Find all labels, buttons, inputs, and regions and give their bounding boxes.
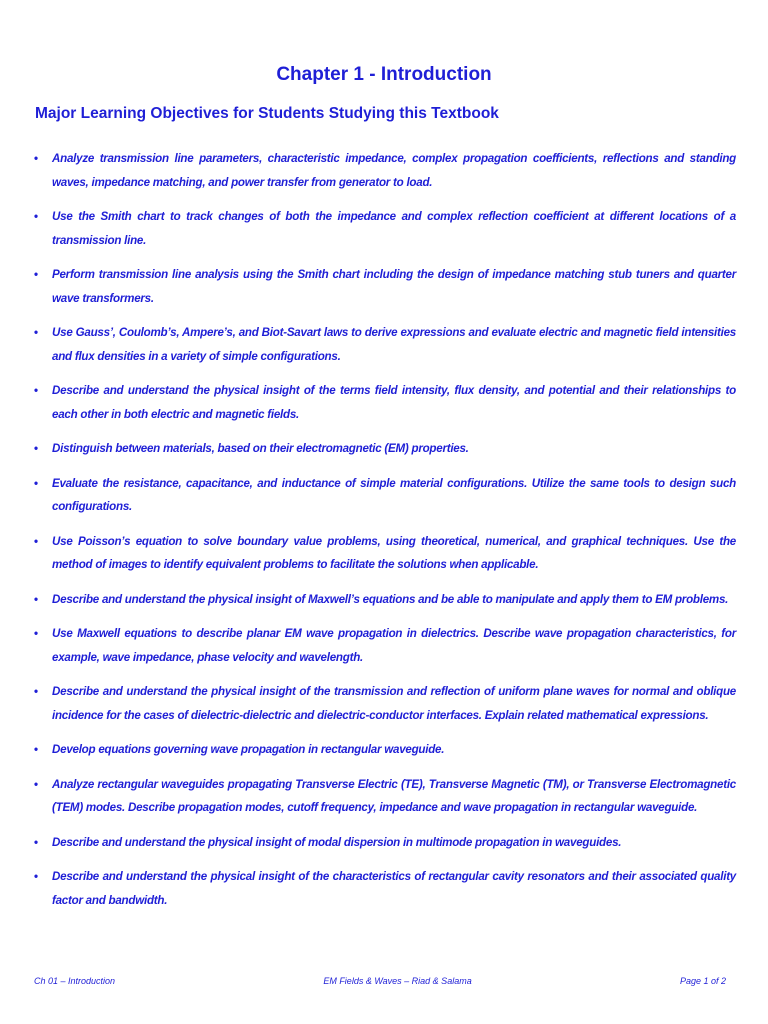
- objectives-heading: Major Learning Objectives for Students Studying this Textbook: [35, 105, 499, 122]
- objective-item: [32, 831, 736, 855]
- objective-text: Describe and understand the physical insight of modal dispersion in multimode propagation in waveguides.: [52, 835, 622, 849]
- objective-text: Analyze rectangular waveguides propagating Transverse Electric (TE), Transverse Magnetic (TM), or Transverse Electromagnetic (TEM) modes. Describe propagation modes, cutoff frequency, impedance and wave propagation in rectangular waveguide.: [52, 777, 736, 814]
- objectives-list: [32, 147, 736, 923]
- objective-item: [32, 865, 736, 912]
- objective-text: Use Maxwell equations to describe planar EM wave propagation in dielectrics. Describe wave propagation characteristics, for example, wave impedance, phase velocity and wavelength.: [52, 627, 736, 664]
- objective-item: [32, 738, 736, 762]
- objective-item: [32, 437, 736, 461]
- bullet-icon: •: [34, 152, 38, 165]
- bullet-icon: •: [34, 442, 38, 455]
- bullet-icon: •: [34, 476, 38, 490]
- footer-page-number: Page 1 of 2: [679, 976, 726, 986]
- objective-item: [32, 680, 736, 727]
- objective-text: Evaluate the resistance, capacitance, and inductance of simple material configurations. Utilize the same tools to design such configurations.: [52, 476, 736, 513]
- objective-item: [32, 622, 736, 669]
- objective-text: Analyze transmission line parameters, characteristic impedance, complex propagation coefficients, reflections and standing waves, impedance matching, and power transfer from generator to load.: [52, 152, 736, 189]
- objective-text: Describe and understand the physical insight of Maxwell’s equations and be able to manipulate and apply them to EM problems.: [52, 592, 729, 606]
- objective-text: Use the Smith chart to track changes of both the impedance and complex reflection coefficient at different locations of a transmission line.: [52, 210, 736, 247]
- objective-item: [32, 321, 736, 368]
- bullet-icon: •: [34, 534, 38, 548]
- objective-text: Use Poisson’s equation to solve boundary value problems, using theoretical, numerical, and graphical techniques. Use the method of images to identify equivalent problems to facilitate the solutions when applicable.: [52, 534, 736, 571]
- bullet-icon: •: [34, 210, 38, 223]
- objective-text: Describe and understand the physical insight of the terms field intensity, flux density, and potential and their relationships to each other in both electric and magnetic fields.: [52, 384, 736, 421]
- objective-item: [32, 588, 736, 612]
- objective-text: Describe and understand the physical insight of the transmission and reflection of uniform plane waves for normal and oblique incidence for the cases of dielectric-dielectric and dielectric-conductor interfaces. Explain related mathematical expressions.: [52, 685, 736, 722]
- bullet-icon: •: [34, 685, 38, 698]
- footer-book: EM Fields & Waves – Riad & Salama: [323, 976, 472, 986]
- objective-item: [32, 205, 736, 252]
- objective-item: [32, 263, 736, 310]
- objective-item: [32, 472, 736, 519]
- bullet-icon: •: [34, 743, 38, 756]
- bullet-icon: •: [34, 835, 38, 849]
- objective-text: Describe and understand the physical insight of the characteristics of rectangular cavity resonators and their associated quality factor and bandwidth.: [52, 870, 736, 907]
- objective-item: [32, 147, 736, 194]
- objective-text: Use Gauss’, Coulomb’s, Ampere’s, and Biot-Savart laws to derive expressions and evaluate electric and magnetic field intensities and flux densities in a variety of simple configurations.: [52, 326, 736, 363]
- bullet-icon: •: [34, 268, 38, 281]
- chapter-title: Chapter 1 - Introduction: [276, 64, 492, 85]
- bullet-icon: •: [34, 384, 38, 397]
- objective-item: [32, 530, 736, 577]
- bullet-icon: •: [34, 870, 38, 883]
- objective-text: Perform transmission line analysis using the Smith chart including the design of impedance matching stub tuners and quarter wave transformers.: [52, 268, 736, 305]
- objective-text: Develop equations governing wave propagation in rectangular waveguide.: [52, 743, 445, 756]
- objective-item: [32, 379, 736, 426]
- bullet-icon: •: [34, 592, 38, 606]
- bullet-icon: •: [34, 777, 38, 791]
- page-footer: [34, 976, 726, 986]
- bullet-icon: •: [34, 627, 38, 640]
- objective-text: Distinguish between materials, based on their electromagnetic (EM) properties.: [52, 442, 469, 455]
- bullet-icon: •: [34, 326, 38, 339]
- footer-chapter: Ch 01 – Introduction: [34, 976, 116, 986]
- objective-item: [32, 773, 736, 820]
